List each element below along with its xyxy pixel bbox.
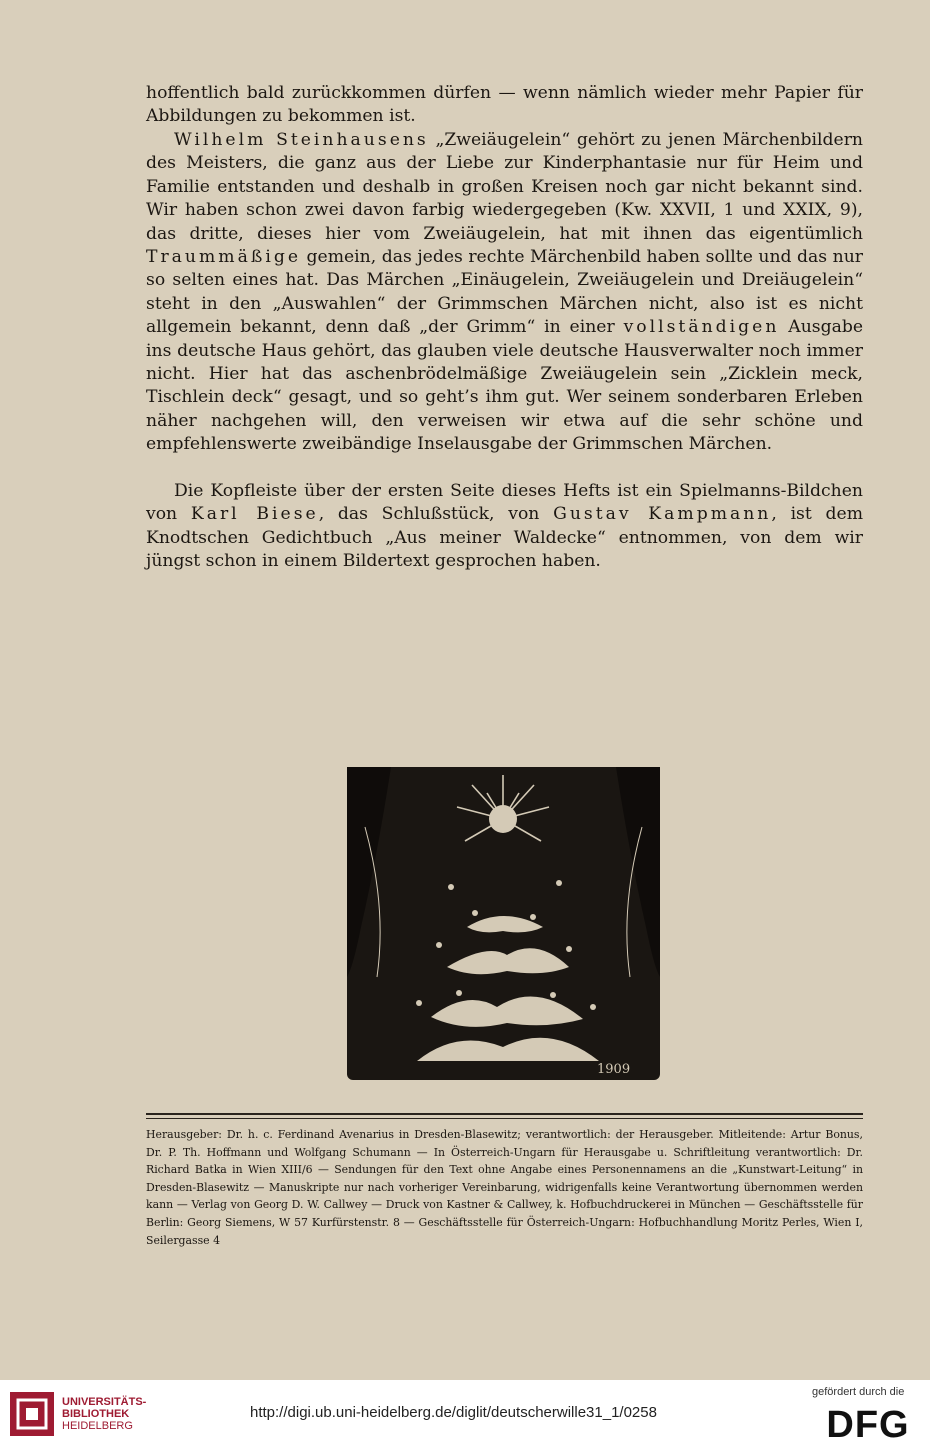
p2-text-c: Ausgabe ins deutsche Haus gehört, das glauben viele deutsche Hausverwalter noch immer nicht. Hier hat das aschenbrödelmäßige Zweiäugelein sein „Zicklein meck, Tischlein deck“ gesagt, und so geht’s ihm gut. Wer seinem sonderbaren Erleben näher nachgehen will, den verweisen wir etwa auf die sehr schöne und empfehlenswerte zweibändige Inselausgabe der Grimmschen Märchen. [146, 317, 864, 455]
p3-text-a: Die Kopfleiste über der ersten Seite dieses Hefts ist ein Spielmanns-Bildchen von [146, 481, 863, 525]
paragraph-zweiaeugelein [146, 129, 863, 457]
paragraph-continuation [146, 82, 863, 129]
dfg-logo-text: DFG [826, 1404, 910, 1444]
library-name-line3: HEIDELBERG [62, 1420, 133, 1432]
dfg-caption: gefördert durch die [812, 1386, 905, 1398]
woodcut-christmas-tree-illustration [347, 767, 660, 1080]
imprint-text: Herausgeber: Dr. h. c. Ferdinand Avenarius in Dresden-Blasewitz; verantwortlich: der Herausgeber. Mitleitende: Artur Bonus, Dr. P. Th. Hoffmann und Wolfgang Schumann — In Österreich-Ungarn für Herausgabe u. Schriftleitung verantwortlich: Dr. Richard Batka in Wien XIII/6 — Sendungen für den Text ohne Angabe eines Personennamens an die „Kunstwart-Leitung“ in Dresden-Blasewitz — Manuskripte nur nach vorheriger Vereinbarung, widrigenfalls keine Verantwortung übernommen werden kann — Verlag von Georg D. W. Callwey — Druck von Kastner & Callwey, k. Hofbuchdruckerei in München — Geschäftsstelle für Berlin: Georg Siemens, W 57 Kurfürstenstr. 8 — Geschäftsstelle für Österreich-Ungarn: Hofbuchhandlung Moritz Perles, Wien I, Seilergasse 4 [146, 1128, 863, 1247]
p2-text-a: „Zweiäugelein“ gehört zu jenen Märchenbildern des Meisters, die ganz aus der Liebe zur Kinderphantasie nur für Heim und Familie entstanden und deshalb in großen Kreisen noch gar nicht bekannt sind. Wir haben schon zwei davon farbig wiedergegeben (Kw. XXVII, 1 und XXIX, 9), das dritte, dieses hier vom Zweiäugelein, hat mit ihnen das eigentümlich [146, 130, 864, 244]
spaced-word-traummaessige: Traummäßige [146, 247, 301, 268]
spaced-name-karl-biese: Karl Biese [190, 504, 319, 525]
divider-thin [146, 1118, 863, 1119]
library-name-line2: BIBLIOTHEK [62, 1408, 130, 1420]
p2-text-b: gemein, das jedes rechte Märchenbild haben sollte und das nur so selten eines hat. Das Märchen „Einäugelein, Zweiäugelein und Dreiäugelein“ steht in den „Auswahlen“ der Grimmschen Märchen nicht, also ist es nicht allgemein bekannt, denn daß „der Grimm“ in einer [146, 247, 863, 338]
dfg-logo [816, 1404, 920, 1444]
university-library-logo-icon [10, 1392, 54, 1436]
spaced-name-gustav-kampmann: Gustav Kampmann [553, 504, 772, 525]
p3-text-c: , ist dem Knodtschen Gedichtbuch „Aus meiner Waldecke“ entnommen, von dem wir jüngst schon in einem Bildertext gesprochen haben. [146, 504, 863, 572]
paragraph-kopfleiste [146, 480, 863, 574]
library-name-line1: UNIVERSITÄTS- [62, 1396, 147, 1408]
p1-text: hoffentlich bald zurückkommen dürfen — wenn nämlich wieder mehr Papier für Abbildungen zu bekommen ist. [146, 83, 863, 127]
spaced-word-vollstaendigen: vollständigen [623, 317, 780, 338]
spaced-name-steinhausen: Wilhelm Steinhausens [174, 130, 429, 150]
p3-text-b: , das Schlußstück, von [318, 504, 540, 525]
woodcut-year: 1909 [597, 1062, 631, 1077]
permalink-url[interactable]: http://digi.ub.uni-heidelberg.de/diglit/deutscherwille31_1/0258 [250, 1404, 657, 1421]
divider-thick [146, 1113, 863, 1115]
star-icon [489, 805, 517, 833]
